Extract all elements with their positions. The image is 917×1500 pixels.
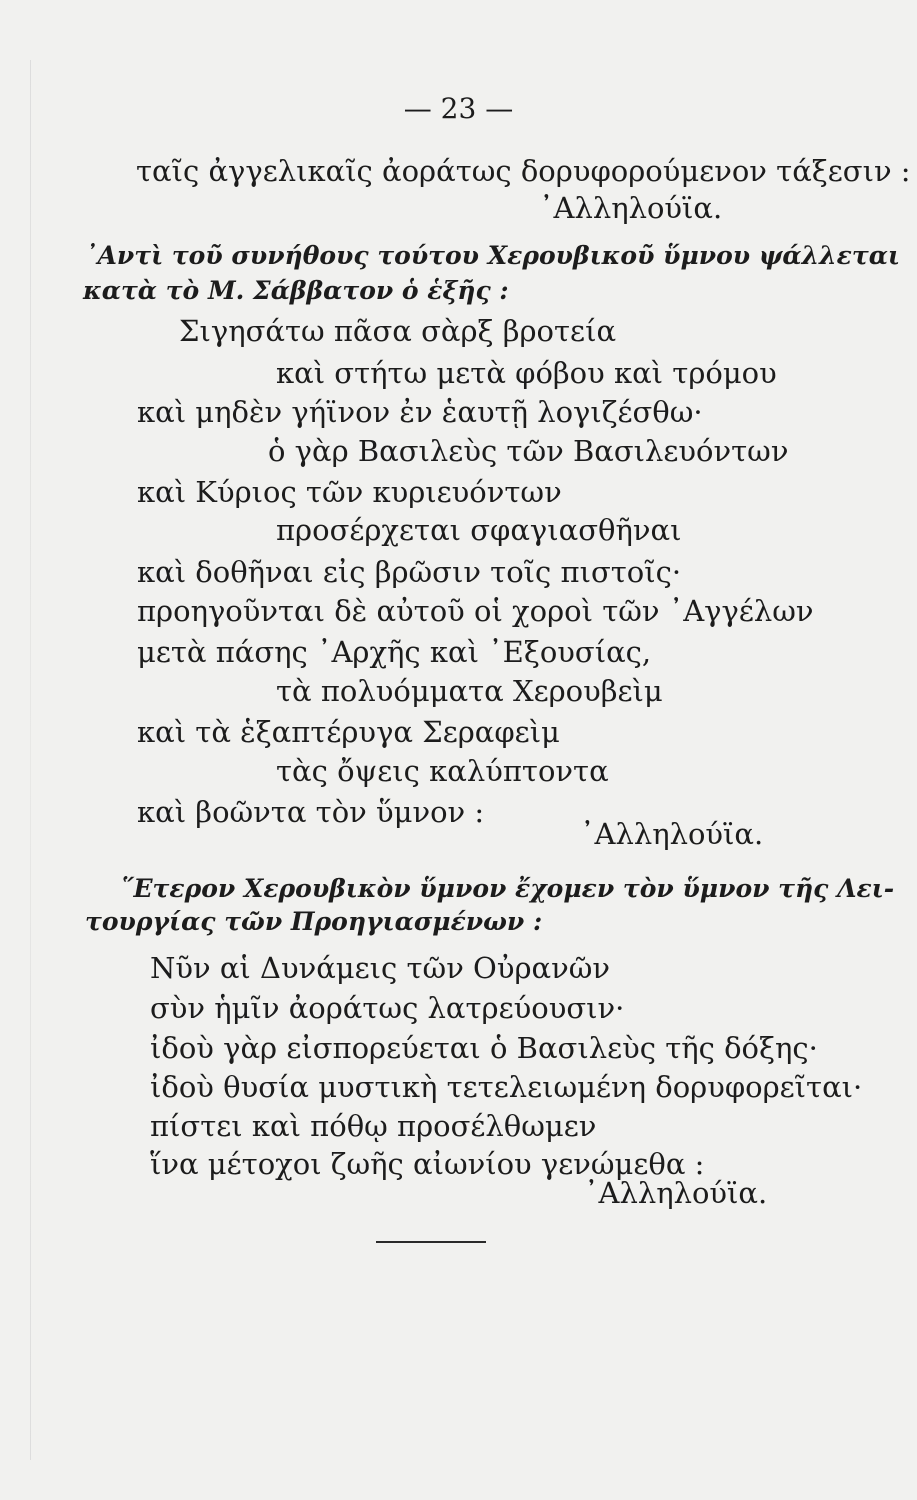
hymn-line: προηγοῦνται δὲ αὐτοῦ οἱ χοροὶ τῶν ᾿Αγγέλων	[137, 594, 814, 628]
hymn-line: καὶ τὰ ἑξαπτέρυγα Σεραφεὶμ	[137, 715, 560, 749]
hymn-line: καὶ μηδὲν γήϊνον ἐν ἑαυτῇ λογιζέσθω·	[137, 395, 703, 429]
text-line: ταῖς ἀγγελικαῖς ἀοράτως δορυφορούμενον τάξεσιν :	[136, 154, 911, 188]
hymn-line: Νῦν αἱ Δυνάμεις τῶν Οὐρανῶν	[150, 951, 610, 985]
hymn-line: ἰδοὺ γὰρ εἰσπορεύεται ὁ Βασιλεὺς τῆς δόξης·	[150, 1031, 818, 1065]
page-number: — 23 —	[403, 92, 514, 125]
hymn-line: καὶ δοθῆναι εἰς βρῶσιν τοῖς πιστοῖς·	[137, 555, 682, 589]
hymn-line-alleluia: ᾿Αλληλούϊα.	[580, 817, 764, 851]
hymn-line: καὶ Κύριος τῶν κυριευόντων	[137, 475, 562, 509]
hymn-line: ἰδοὺ θυσία μυστικὴ τετελειωμένη δορυφορεῖται·	[150, 1070, 863, 1104]
rubric-line: τουργίας τῶν Προηγιασμένων :	[85, 907, 543, 936]
rubric-line: ᾿Αντὶ τοῦ συνήθους τούτου Χερουβικοῦ ὕμνου ψάλλεται	[85, 241, 901, 270]
text-line-alleluia: ᾿Αλληλούϊα.	[539, 191, 723, 225]
hymn-line: τὰ πολυόμματα Χερουβεὶμ	[276, 674, 663, 708]
hymn-line: σὺν ἡμῖν ἀοράτως λατρεύουσιν·	[150, 991, 625, 1025]
hymn-line: Σιγησάτω πᾶσα σὰρξ βροτεία	[179, 314, 617, 348]
hymn-line: ἵνα μέτοχοι ζωῆς αἰωνίου γενώμεθα :	[150, 1147, 705, 1181]
rubric-line: κατὰ τὸ Μ. Σάββατον ὁ ἑξῆς :	[83, 276, 509, 305]
hymn-line-alleluia: ᾿Αλληλούϊα.	[584, 1176, 768, 1210]
hymn-line: προσέρχεται σφαγιασθῆναι	[276, 513, 682, 547]
hymn-line: καὶ βοῶντα τὸν ὕμνον :	[137, 795, 485, 829]
section-divider-rule	[376, 1241, 486, 1243]
hymn-line: καὶ στήτω μετὰ φόβου καὶ τρόμου	[276, 356, 777, 390]
rubric-line: ῞Ετερον Χερουβικὸν ὕμνον ἔχομεν τὸν ὕμνον τῆς Λει-	[121, 874, 895, 903]
hymn-line: μετὰ πάσης ᾿Αρχῆς καὶ ᾿Εξουσίας,	[137, 635, 652, 669]
hymn-line: τὰς ὄψεις καλύπτοντα	[276, 754, 609, 788]
page-fold-shadow	[30, 60, 31, 1460]
hymn-line: ὁ γὰρ Βασιλεὺς τῶν Βασιλευόντων	[268, 434, 789, 468]
hymn-line: πίστει καὶ πόθῳ προσέλθωμεν	[150, 1109, 597, 1143]
